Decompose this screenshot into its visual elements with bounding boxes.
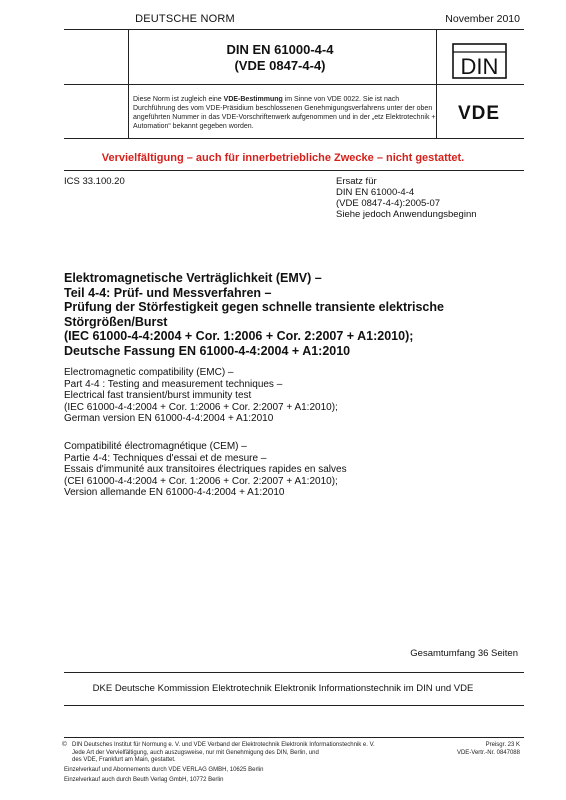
document-number-vde: (VDE 0847-4-4) <box>234 58 326 73</box>
vde-note-body: im Sinne von VDE 0022. Sie ist nach Durchführung des vom VDE-Präsidium beschlossenen Genehmigungsverfahrens unter der oben angeführten Nummer in das VDE-Vorschriftenwerk aufgenommen und in der „etz Elektrotechnik + Automation“ bekannt gegeben worden. <box>133 96 436 130</box>
replacement-line: (VDE 0847-4-4):2005-07 <box>336 198 441 209</box>
reproduction-notice: Vervielfältigung – auch für innerbetriebliche Zwecke – nicht gestattet. <box>101 152 465 164</box>
header-box-divider <box>64 84 524 85</box>
left-vertical-rule <box>128 29 129 138</box>
title-english-line: Part 4-4 : Testing and measurement techniques – <box>64 378 283 390</box>
sales-info-vde: Einzelverkauf und Abonnements durch VDE VERLAG GMBH, 10625 Berlin <box>64 767 264 773</box>
title-german-line: Deutsche Fassung EN 61000-4-4:2004 + A1:2010 <box>64 343 351 358</box>
title-german-line: Elektromagnetische Verträglichkeit (EMV) – <box>64 271 322 285</box>
vde-note-intro: Diese Norm ist zugleich eine <box>133 96 224 103</box>
top-rule <box>64 29 524 30</box>
price-group: Preisgr. 23 K <box>485 742 520 748</box>
document-number-din: DIN EN 61000-4-4 <box>226 42 334 57</box>
document-number <box>130 42 430 74</box>
replacement-info <box>336 176 477 220</box>
dke-top-rule <box>64 672 524 673</box>
title-german <box>64 271 524 359</box>
replacement-line: Ersatz für <box>336 176 377 187</box>
dke-bottom-rule <box>64 705 524 706</box>
din-logo-text: DIN <box>460 54 499 79</box>
vde-note <box>133 95 437 131</box>
title-french-line: (CEI 61000-4-4:2004 + Cor. 1:2006 + Cor. 2:2007 + A1:2010); <box>64 475 338 487</box>
notice-rule <box>64 170 524 171</box>
ics-code: ICS 33.100.20 <box>64 176 125 187</box>
replacement-line: Siehe jedoch Anwendungsbeginn <box>336 209 477 220</box>
sales-info-beuth: Einzelverkauf auch durch Beuth Verlag GmbH, 10772 Berlin <box>64 777 224 783</box>
copyright-line: des VDE, Frankfurt am Main, gestattet. <box>72 757 176 763</box>
din-logo <box>452 43 507 79</box>
footer-rule <box>64 737 524 738</box>
title-german-line: Teil 4-4: Prüf- und Messverfahren – <box>64 285 272 300</box>
title-french-line: Partie 4-4: Techniques d'essai et de mesure – <box>64 452 267 464</box>
title-english-line: German version EN 61000-4-4:2004 + A1:2010 <box>64 413 274 425</box>
title-french <box>64 441 504 499</box>
title-german-line: (IEC 61000-4-4:2004 + Cor. 1:2006 + Cor. 2:2007 + A1:2010); <box>64 329 414 344</box>
copyright-symbol: © <box>62 741 67 748</box>
replacement-line: DIN EN 61000-4-4 <box>336 187 415 198</box>
title-english-line: Electrical fast transient/burst immunity test <box>64 390 252 402</box>
title-english <box>64 367 504 425</box>
vde-logo-text: VDE <box>457 103 501 121</box>
order-number: VDE-Vertr.-Nr. 0847088 <box>456 749 520 756</box>
title-english-line: (IEC 61000-4-4:2004 + Cor. 1:2006 + Cor. 2:2007 + A1:2010); <box>64 401 338 413</box>
header-box-bottom-rule <box>64 138 524 139</box>
vde-logo <box>440 103 518 121</box>
title-french-line: Essais d'immunité aux transitoires électriques rapides en salves <box>64 464 347 476</box>
title-english-line: Electromagnetic compatibility (EMC) – <box>64 367 234 378</box>
copyright-line: DIN Deutsches Institut für Normung e. V. und VDE Verband der Elektrotechnik Elektronik Informationstechnik e. V. <box>72 742 375 748</box>
vde-note-bold: VDE-Bestimmung <box>223 96 283 103</box>
price-info <box>457 742 520 757</box>
title-german-line: Störgrößen/Burst <box>64 314 168 329</box>
header-date: November 2010 <box>445 13 520 25</box>
title-german-line: Prüfung der Störfestigkeit gegen schnelle transiente elektrische <box>64 300 444 315</box>
total-pages: Gesamtumfang 36 Seiten <box>410 648 518 659</box>
dke-line: DKE Deutsche Kommission Elektrotechnik Elektronik Informationstechnik im DIN und VDE <box>92 683 474 694</box>
title-french-line: Compatibilité électromagnétique (CEM) – <box>64 441 247 452</box>
copyright-line: Jede Art der Vervielfältigung, auch auszugsweise, nur mit Genehmigung des DIN, Berlin, und <box>72 749 319 756</box>
title-french-line: Version allemande EN 61000-4-4:2004 + A1:2010 <box>64 487 285 499</box>
header-title: DEUTSCHE NORM <box>135 13 235 25</box>
copyright-notice <box>72 742 422 765</box>
